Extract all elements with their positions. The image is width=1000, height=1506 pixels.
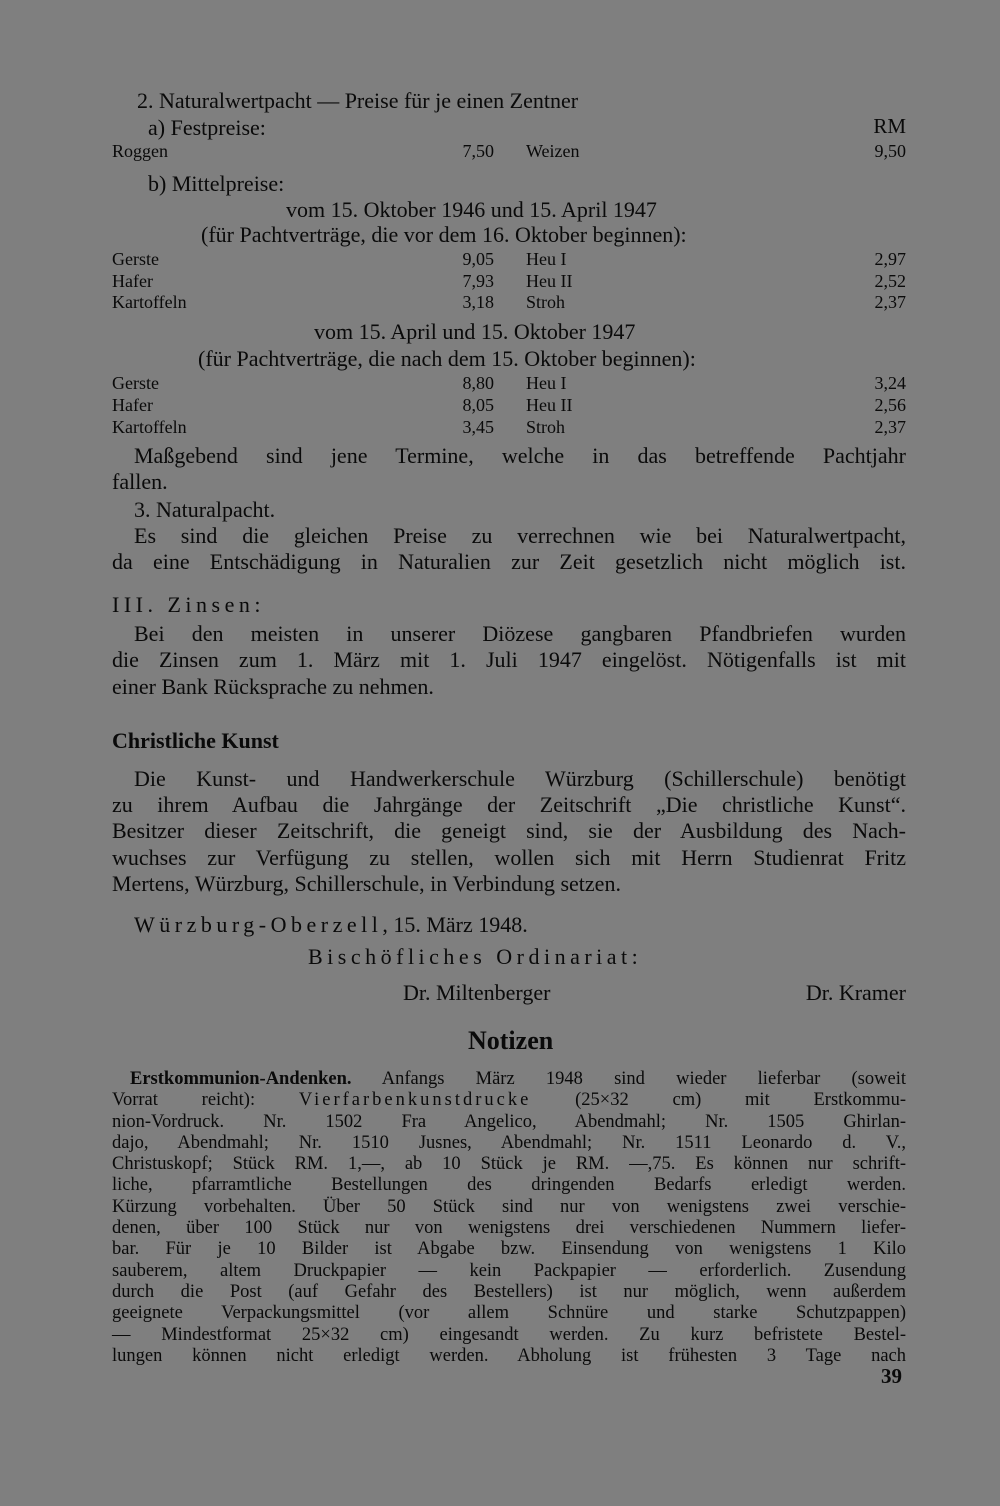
price-value: 3,24: [874, 373, 906, 393]
page-number: 39: [881, 1364, 902, 1388]
signature-date: , 15. März 1948.: [382, 912, 528, 937]
commodity-name: Kartoffeln: [112, 292, 187, 312]
signatory-1: Dr. Miltenberger: [403, 980, 551, 1005]
zinsen-line-2: die Zinsen zum 1. März mit 1. Juli 1947 eingelöst. Nötigenfalls ist mit: [112, 647, 906, 672]
price-value: 8,05: [462, 395, 494, 415]
kunst-line: Die Kunst- und Handwerkerschule Würzburg (Schillerschule) benötigt: [134, 766, 906, 791]
notizen-line: Kürzung vorbehalten. Über 50 Stück sind nur von wenigstens zwei verschie-: [112, 1196, 906, 1217]
commodity-name: Heu II: [526, 395, 573, 415]
section-3-line-1: Es sind die gleichen Preise zu verrechnen wie bei Naturalwertpacht,: [134, 523, 906, 548]
notizen-lead: Erstkommunion-Andenken.: [130, 1069, 352, 1089]
price-value: 8,80: [462, 373, 494, 393]
notizen-line: durch die Post (auf Gefahr des Bestellers) ist nur möglich, wenn außerdem: [112, 1281, 906, 1302]
commodity-name: Roggen: [112, 141, 168, 161]
kunst-line: zu ihrem Aufbau die Jahrgänge der Zeitschrift „Die christliche Kunst“.: [112, 792, 906, 817]
place-date-line: [134, 912, 528, 938]
fixed-prices-label: a) Festpreise:: [148, 115, 266, 140]
price-value: 3,18: [462, 292, 494, 312]
commodity-name: Gerste: [112, 249, 159, 269]
notizen-line: Christuskopf; Stück RM. 1,—, ab 10 Stück je RM. —,75. Es können nur schrift-: [112, 1154, 906, 1175]
kunst-heading: Christliche Kunst: [112, 728, 279, 753]
kunst-line: Besitzer dieser Zeitschrift, die geneigt sind, sie der Ausbildung des Nach-: [112, 818, 906, 843]
zinsen-heading: III. Zinsen:: [112, 592, 265, 617]
notizen-line: lungen können nicht erledigt werden. Abholung ist frühesten 3 Tage nach: [112, 1345, 906, 1366]
commodity-name: Weizen: [526, 141, 580, 161]
deadline-note-line-2: fallen.: [112, 469, 168, 494]
section-2-heading: 2. Naturalwertpacht — Preise für je einen Zentner: [137, 88, 579, 113]
commodity-name: Gerste: [112, 373, 159, 393]
commodity-name: Hafer: [112, 271, 153, 291]
price-value: 7,50: [462, 141, 494, 161]
notizen-line: nion-Vordruck. Nr. 1502 Fra Angelico, Abendmahl; Nr. 1505 Ghirlan-: [112, 1111, 906, 1132]
commodity-name: Heu II: [526, 271, 573, 291]
zinsen-line-3: einer Bank Rücksprache zu nehmen.: [112, 674, 434, 699]
section-3-heading: 3. Naturalpacht.: [134, 497, 276, 522]
signatory-2: Dr. Kramer: [805, 980, 906, 1005]
commodity-name: Stroh: [526, 417, 566, 437]
mean-prices-label: b) Mittelpreise:: [148, 171, 285, 196]
price-value: 9,50: [874, 141, 906, 161]
price-value: 2,56: [874, 395, 906, 415]
price-value: 2,97: [874, 249, 906, 269]
period-2-note: (für Pachtverträge, die nach dem 15. Oktober beginnen):: [198, 346, 696, 371]
notizen-line: geeignete Verpackungsmittel (vor allem Schnüre und starke Schutzpappen): [112, 1303, 906, 1324]
notizen-line: liche, pfarramtliche Bestellungen des dringenden Bedarfs erledigt werden.: [112, 1175, 906, 1196]
notizen-heading: Notizen: [468, 1026, 554, 1055]
period-2-dates: vom 15. April und 15. Oktober 1947: [314, 319, 636, 344]
commodity-name: Heu I: [526, 373, 567, 393]
commodity-name: Heu I: [526, 249, 567, 269]
commodity-name: Hafer: [112, 395, 153, 415]
price-value: 2,52: [874, 271, 906, 291]
notizen-line: sauberem, altem Druckpapier — kein Packpapier — erforderlich. Zusendung: [112, 1260, 906, 1281]
notizen-line: — Mindestformat 25×32 cm) eingesandt werden. Zu kurz befristete Bestel-: [112, 1324, 906, 1345]
period-1-note: (für Pachtverträge, die vor dem 16. Oktober beginnen):: [201, 222, 687, 247]
price-value: 7,93: [462, 271, 494, 291]
deadline-note-line-1: Maßgebend sind jene Termine, welche in das betreffende Pachtjahr: [134, 443, 906, 468]
price-value: 3,45: [462, 417, 494, 437]
kunst-line: Mertens, Würzburg, Schillerschule, in Verbindung setzen.: [112, 871, 621, 896]
notizen-line: Vorrat reicht): Vierfarbenkunstdrucke (25×32 cm) mit Erstkommu-: [112, 1090, 906, 1111]
section-3-line-2: da eine Entschädigung in Naturalien zur Zeit gesetzlich nicht möglich ist.: [112, 549, 906, 574]
place-name: Würzburg-Oberzell: [134, 912, 383, 937]
notizen-line: denen, über 100 Stück nur von wenigstens drei verschiedenen Nummern liefer-: [112, 1218, 906, 1239]
price-value: 2,37: [874, 292, 906, 312]
notizen-line: Erstkommunion-Andenken. Anfangs März 1948 sind wieder lieferbar (soweit: [130, 1069, 906, 1089]
kunst-line: wuchses zur Verfügung zu stellen, wollen sich mit Herrn Studienrat Fritz: [112, 845, 906, 870]
price-value: 2,37: [874, 417, 906, 437]
commodity-name: Stroh: [526, 292, 566, 312]
price-value: 9,05: [462, 249, 494, 269]
office-name: Bischöfliches Ordinariat:: [308, 944, 643, 969]
notizen-paragraph: [112, 1069, 906, 1367]
commodity-name: Kartoffeln: [112, 417, 187, 437]
currency-label: RM: [873, 114, 906, 138]
notizen-line: bar. Für je 10 Bilder ist Abgabe bzw. Einsendung von wenigstens 1 Kilo: [112, 1239, 906, 1260]
zinsen-line-1: Bei den meisten in unserer Diözese gangbaren Pfandbriefen wurden: [134, 621, 906, 646]
period-1-dates: vom 15. Oktober 1946 und 15. April 1947: [286, 197, 657, 222]
notizen-line: dajo, Abendmahl; Nr. 1510 Jusnes, Abendmahl; Nr. 1511 Leonardo d. V.,: [112, 1132, 906, 1153]
